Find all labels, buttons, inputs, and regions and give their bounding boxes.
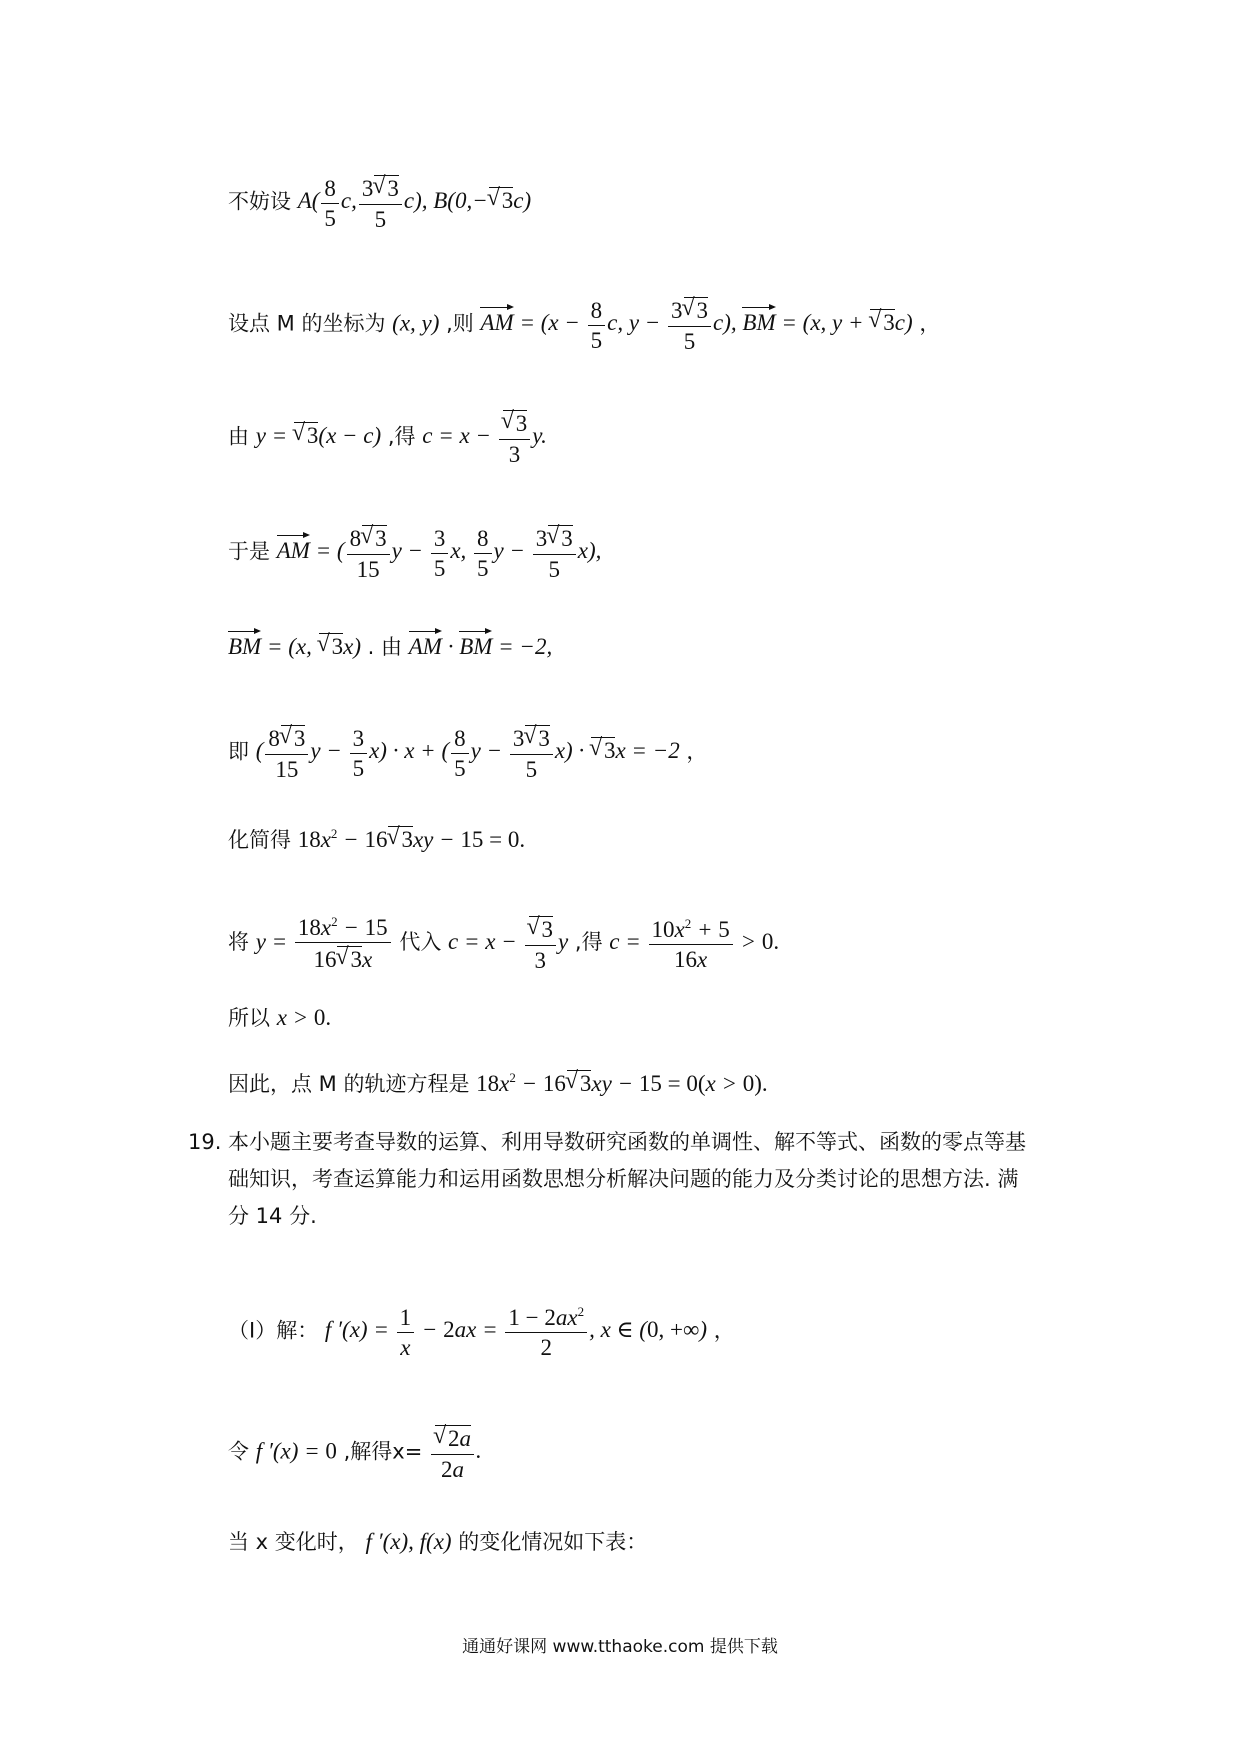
solution-line-13 <box>228 1530 647 1553</box>
line-label: 将 <box>228 929 249 954</box>
math-expression: f ′(x) = $\frac{1}{x}$ − 2ax = $\frac{1 - 2ax^2}{2}$ , x ∈ (0, +∞) <box>324 1304 708 1360</box>
line-label: 即 <box>228 739 249 764</box>
solution-line-12 <box>228 1425 482 1481</box>
solution-line-9 <box>228 1006 331 1029</box>
math-expression: BM = (x, √ 3x) <box>228 634 361 659</box>
line-label: ， <box>919 311 941 336</box>
math-expression: f ′(x) = 0 <box>255 1438 337 1464</box>
math-expression: x > 0. <box>276 1005 332 1030</box>
solution-line-11 <box>228 1305 735 1359</box>
math-expression: f ′(x), f(x) <box>365 1529 452 1554</box>
line-label: 不妨设 <box>228 189 291 214</box>
line-label: 代入 <box>399 929 442 954</box>
line-label: 因此，点 M 的轨迹方程是 <box>228 1072 470 1096</box>
text-line: 分 14 分. <box>228 1203 317 1228</box>
line-label: ,得 <box>387 424 416 449</box>
math-expression: (x, y) <box>392 310 440 336</box>
math-expression: y = √ 3(x − c) <box>256 423 382 448</box>
solution-line-3 <box>228 410 547 466</box>
line-label: ,得 <box>574 929 603 954</box>
text-line: 础知识，考查运算能力和运用函数思想分析解决问题的能力及分类讨论的思想方法. 满 <box>228 1166 1019 1191</box>
math-expression: A( $\frac{8}{5}$ c, $\frac{3√ 3}{5}$ c), B(0,−√ 3c) <box>298 188 531 213</box>
math-expression: c = x − √ $\frac{3}{3}$ y. <box>422 423 547 448</box>
line-label: ， <box>686 739 708 764</box>
math-expression: ( $\frac{8√ 3}{15}$ y − $\frac{3}{5}$ x) · x + ( $\frac{8}{5}$ y − $\frac{3√ 3}{5}$ x) · √ 3x = −2 <box>256 738 680 763</box>
solution-line-4 <box>228 525 601 581</box>
line-label: 所以 <box>228 1006 270 1030</box>
math-expression: c = $\frac{10x^2 + 5}{16x}$ > 0. <box>609 915 780 972</box>
line-label: 令 <box>228 1439 249 1464</box>
math-expression: y = $\frac{18x^2 - 15}{16√ 3x}$ <box>256 929 393 954</box>
line-label: ， <box>713 1318 735 1343</box>
line-label: 的变化情况如下表： <box>458 1530 648 1554</box>
math-expression: AM = ( $\frac{8√ 3}{15}$ y − $\frac{3}{5}$ x, $\frac{8}{5}$ y − $\frac{3√ 3}{5}$ x), <box>277 538 602 563</box>
text-line: 本小题主要考查导数的运算、利用导数研究函数的单调性、解不等式、函数的零点等基 <box>228 1130 1026 1154</box>
solution-line-7 <box>228 826 525 852</box>
solution-line-1 <box>228 175 531 231</box>
line-label: 化简得 <box>228 828 291 852</box>
line-label: ,解得x= <box>343 1439 423 1464</box>
line-label: . 由 <box>367 635 403 659</box>
math-expression: √ $\frac{2a}{2a}$ . <box>429 1438 482 1463</box>
math-expression: $18x^2 - 16√$ 3xy − 15 = 0. <box>298 827 525 852</box>
line-label: （I）解： <box>228 1318 319 1343</box>
question-19-number: 19. <box>188 1130 222 1154</box>
solution-line-6 <box>228 725 707 781</box>
math-expression: AM · BM = −2, <box>409 634 552 659</box>
line-label: 于是 <box>228 539 270 564</box>
page-footer: 通通好课网 www.tthaoke.com 提供下载 <box>462 1637 778 1657</box>
solution-line-5 <box>228 630 552 659</box>
question-19-text <box>228 1124 1088 1234</box>
math-expression: c = x − √ $\frac{3}{3}$ y <box>448 929 568 954</box>
solution-line-2 <box>228 297 940 353</box>
line-label: ,则 <box>446 311 474 336</box>
math-expression: $18x^2 - 16√$ 3xy − 15 = 0(x > 0). <box>476 1071 767 1096</box>
solution-line-10 <box>228 1070 768 1096</box>
solution-line-8 <box>228 915 779 972</box>
line-label: 当 x 变化时， <box>228 1530 359 1554</box>
line-label: 由 <box>228 424 249 449</box>
line-label: 设点 M 的坐标为 <box>228 311 386 336</box>
math-expression: AM = (x − $\frac{8}{5}$ c, y − $\frac{3√ 3}{5}$ c), BM = (x, y + √ 3c) <box>480 310 912 335</box>
